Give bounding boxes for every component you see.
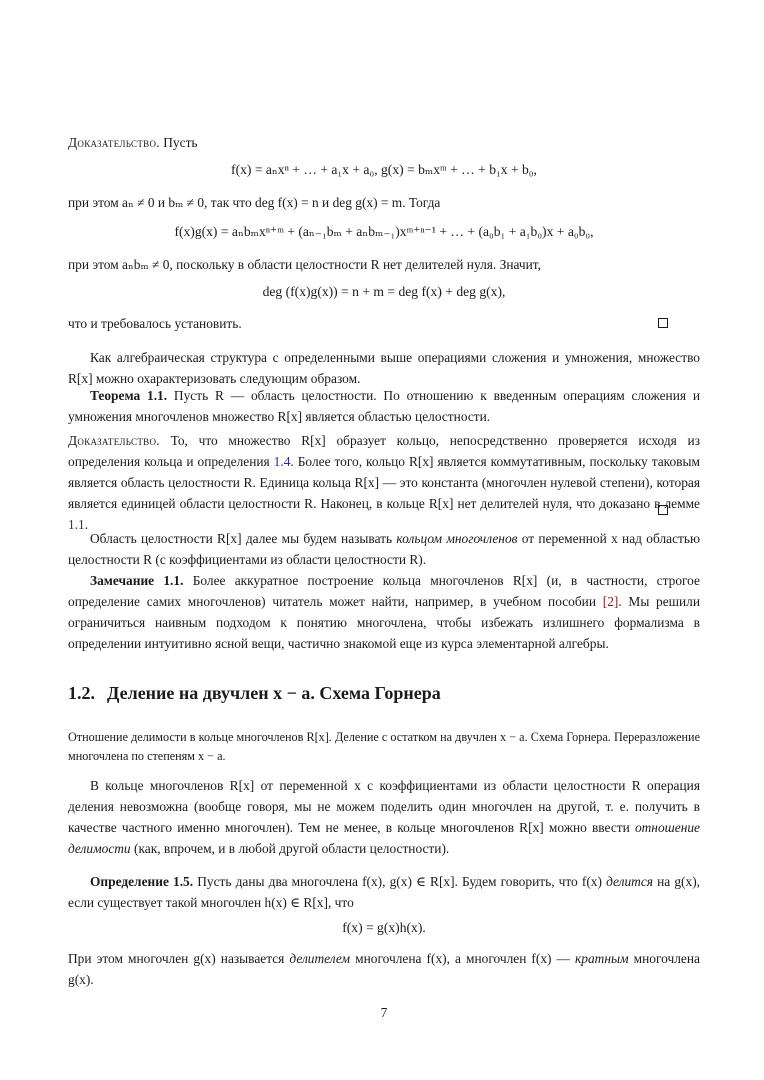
- paragraph-text: (как, впрочем, и в любой другой области целостности).: [134, 841, 450, 856]
- equation-degree-sum: deg (f(x)g(x)) = n + m = deg f(x) + deg g(x),: [262, 284, 506, 299]
- term-emphasis: отношение делимости: [68, 820, 700, 856]
- proof-conclusion-line: что и требовалось установить.: [68, 316, 242, 331]
- paragraph-text: от переменной x над областью целостности R (с коэффициентами из области целостности R).: [68, 531, 700, 567]
- remark-block: [68, 570, 700, 654]
- qed-mark: [658, 318, 668, 328]
- remark-text: Более аккуратное построение кольца многочленов R[x] (и, в частности, строгое определение самих многочленов) читатель может найти, например, в учебном пособии: [68, 573, 700, 609]
- paragraph-polynomial-ring: [68, 528, 700, 570]
- remark-label: Замечание 1.1.: [90, 573, 184, 588]
- definition-label: Определение 1.5.: [90, 874, 194, 889]
- term-emphasis: делится: [606, 874, 653, 889]
- paragraph-text: В кольце многочленов R[x] от переменной x с коэффициентами из области целостности R операция деления невозможна (вообще говоря, мы не можем поделить один многочлен на другой, т. е. получить в качестве частного именно многочлен). Тем не менее, в кольце многочленов R[x] можно ввести: [68, 778, 700, 835]
- paragraph-text: Область целостности R[x] далее мы будем называть: [90, 531, 393, 546]
- proof-degree-line: при этом aₙ ≠ 0 и bₘ ≠ 0, так что deg f(x) = n и deg g(x) = m. Тогда: [68, 195, 441, 210]
- theorem-label: Теорема 1.1.: [90, 388, 168, 403]
- proof-text: То, что множество R[x] образует кольцо, непосредственно проверяется исходя из определения кольца и определения: [68, 433, 700, 469]
- page-number: 7: [380, 1005, 388, 1020]
- proof-start-line: [68, 132, 700, 153]
- term-emphasis: делителем: [289, 951, 351, 966]
- section-heading: [68, 683, 700, 704]
- page: [68, 0, 700, 1080]
- qed-mark: [658, 505, 668, 515]
- proof-nonzero-line: при этом aₙbₘ ≠ 0, поскольку в области целостности R нет делителей нуля. Значит,: [68, 257, 541, 272]
- proof-ring-block: [68, 430, 700, 535]
- proof-heading: Доказательство.: [68, 433, 160, 448]
- paragraph-text: многочлена g(x).: [68, 951, 700, 987]
- definition-text: на g(x), если существует такой многочлен h(x) ∈ R[x], что: [68, 874, 701, 910]
- proof-heading: Доказательство.: [68, 135, 160, 150]
- remark-text: . Мы решили ограничиться наивным подходом к понятию многочлена, чтобы избежать излишнего формализма в определении интуитивно ясной вещи, частично знакомой еще из курса элементарной алгебры.: [68, 594, 700, 651]
- section-number: 1.2.: [68, 683, 95, 703]
- citation-link[interactable]: [2]: [602, 594, 619, 609]
- equation-product: f(x)g(x) = aₙbₘxⁿ⁺ᵐ + (aₙ₋₁bₘ + aₙbₘ₋₁)xᵐ⁺ⁿ⁻¹ + … + (a₀b₁ + a₁b₀)x + a₀b₀,: [174, 224, 594, 239]
- section-title: Деление на двучлен x − a. Схема Горнера: [107, 683, 441, 703]
- definition-text: Пусть даны два многочлена f(x), g(x) ∈ R[x]. Будем говорить, что f(x): [197, 874, 602, 889]
- lemma-ref-link[interactable]: 1.1: [68, 517, 85, 532]
- proof-text: . Более того, кольцо R[x] является коммутативным, поскольку таковым является область целостности R. Единица кольца R[x] — это константа (многочлен нулевой степени), которая является единицей области целостности R. Наконец, в кольце R[x] нет делителей нуля, что доказано в лемме: [68, 454, 700, 511]
- proof-text: .: [84, 517, 89, 532]
- paragraph-text: многочлена f(x), а многочлен f(x) —: [355, 951, 570, 966]
- paragraph-divisor-multiple: [68, 948, 700, 990]
- theorem-text: Пусть R — область целостности. По отношению к введенным операциям сложения и умножения многочленов множество R[x] является областью целостности.: [68, 388, 700, 424]
- paragraph-text: При этом многочлен g(x) называется: [68, 951, 285, 966]
- paragraph-structure: Как алгебраическая структура с определенными выше операциями сложения и умножения, множество R[x] можно охарактеризовать следующим образом.: [68, 350, 700, 386]
- section-summary: Отношение делимости в кольце многочленов R[x]. Деление с остатком на двучлен x − a. Схема Горнера. Переразложение многочлена по степеням x − a.: [68, 730, 700, 763]
- equation-divisibility: f(x) = g(x)h(x).: [342, 920, 426, 935]
- definition-block: [68, 871, 700, 913]
- paragraph-divisibility: [68, 775, 700, 859]
- theorem-block: [68, 385, 700, 427]
- term-emphasis: кратным: [575, 951, 629, 966]
- term-emphasis: кольцом многочленов: [396, 531, 518, 546]
- proof-start-text: Пусть: [163, 135, 198, 150]
- definition-ref-link[interactable]: 1.4: [273, 454, 291, 469]
- equation-polynomials: f(x) = aₙxⁿ + … + a₁x + a₀, g(x) = bₘxᵐ + … + b₁x + b₀,: [231, 162, 537, 177]
